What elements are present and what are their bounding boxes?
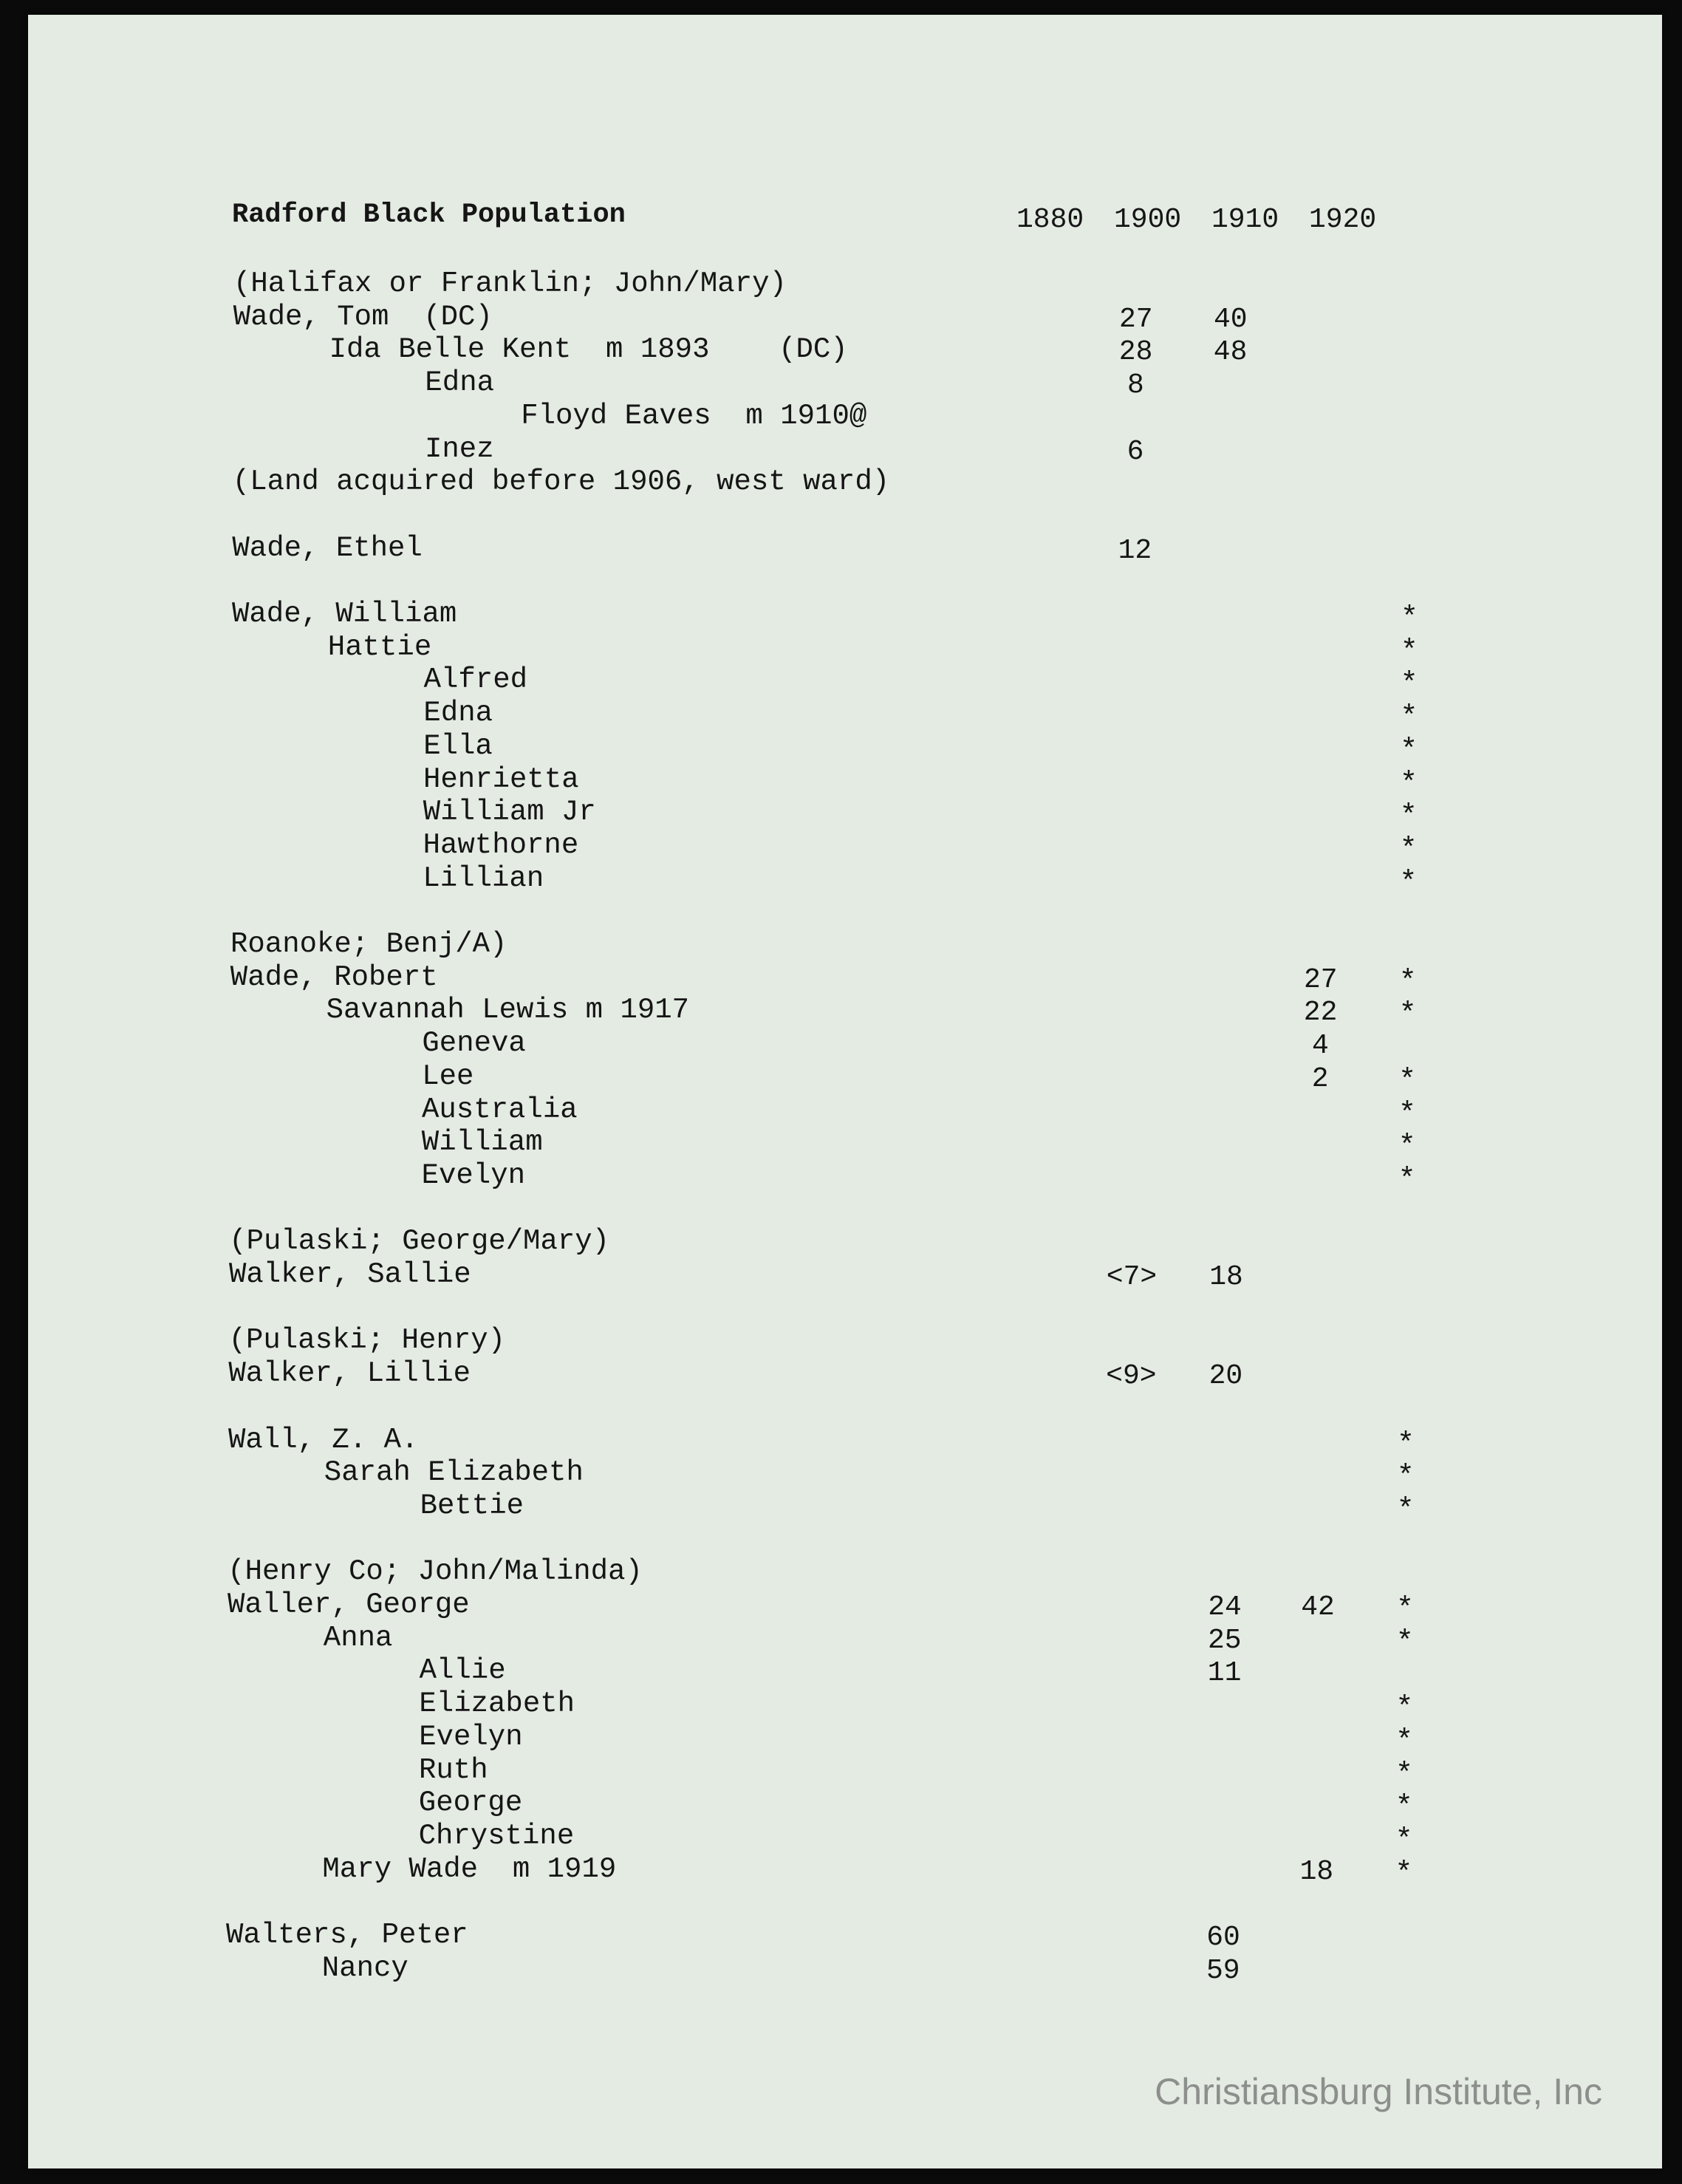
row-name: Floyd Eaves m 1910@ — [521, 399, 867, 432]
marker-1920: * — [1398, 1163, 1416, 1197]
marker-1920: * — [1395, 1857, 1413, 1891]
value-1910: 20 — [1208, 1360, 1243, 1393]
marker-1920: * — [1395, 1692, 1414, 1726]
marker-1920: * — [1399, 767, 1418, 801]
marker-1920: * — [1396, 1461, 1415, 1495]
marker-1920: * — [1399, 833, 1418, 867]
marker-1920: * — [1400, 668, 1418, 702]
value-1910: 40 — [1213, 303, 1248, 335]
table-row — [0, 994, 1682, 1032]
marker-1920: * — [1400, 602, 1418, 635]
table-row — [0, 366, 1682, 400]
table-row — [0, 564, 1682, 598]
marker-1920: * — [1398, 1064, 1417, 1098]
row-name: Sarah Elizabeth — [324, 1456, 584, 1489]
table-row — [0, 598, 1682, 635]
table-row — [0, 267, 1682, 301]
value-1910: 48 — [1213, 336, 1248, 369]
table-row — [0, 1093, 1682, 1131]
table-row — [0, 1919, 1682, 1953]
table-row — [0, 1787, 1682, 1825]
marker-1920: * — [1395, 1724, 1414, 1758]
table-row — [0, 465, 1682, 499]
marker-1920: * — [1395, 1791, 1413, 1825]
table-row — [0, 828, 1682, 867]
value-1920: 22 — [1303, 997, 1338, 1029]
table-row — [0, 960, 1682, 999]
table-row — [0, 1423, 1682, 1461]
table-row — [0, 1489, 1682, 1527]
row-name: Evelyn — [421, 1158, 526, 1192]
table-row — [0, 663, 1682, 702]
row-name: George — [418, 1787, 523, 1820]
row-name: Walters, Peter — [226, 1919, 468, 1951]
marker-1920: * — [1399, 866, 1418, 900]
table-row — [0, 1126, 1682, 1164]
row-name: Lee — [422, 1059, 474, 1093]
table-row — [0, 1059, 1682, 1098]
page-title: Radford Black Population — [232, 199, 626, 231]
year-header-1900: 1900 — [1114, 204, 1182, 236]
table-row — [0, 1588, 1682, 1626]
marker-1920: * — [1395, 1823, 1413, 1857]
row-name: (Land acquired before 1906, west ward) — [232, 465, 890, 499]
table-row — [0, 1158, 1682, 1197]
marker-1920: * — [1396, 1493, 1415, 1527]
row-name: Ella — [423, 729, 493, 762]
value-1900: 12 — [1118, 534, 1152, 567]
table-row — [0, 301, 1682, 335]
year-header-1910: 1910 — [1211, 204, 1279, 236]
table-row — [0, 630, 1682, 669]
value-1910: 60 — [1206, 1922, 1240, 1953]
row-name: Lillian — [423, 861, 544, 895]
row-name: Waller, George — [228, 1588, 470, 1621]
value-1910: 18 — [1209, 1261, 1243, 1293]
table-row — [0, 697, 1682, 735]
row-name: Mary Wade m 1919 — [322, 1852, 617, 1886]
table-row — [0, 1225, 1682, 1259]
value-1910: 59 — [1206, 1954, 1240, 1987]
marker-1920: * — [1400, 701, 1418, 735]
row-name: Alfred — [423, 663, 528, 697]
marker-1920: * — [1396, 1427, 1415, 1461]
table-row — [0, 1357, 1682, 1391]
table-row — [0, 400, 1682, 434]
year-header-1920: 1920 — [1309, 204, 1377, 236]
value-1920: 4 — [1311, 1030, 1329, 1062]
value-1900: <7> — [1106, 1261, 1158, 1293]
value-1900: 8 — [1127, 369, 1144, 402]
row-name: Chrystine — [418, 1819, 575, 1852]
table-row — [0, 928, 1682, 962]
value-1920: 27 — [1303, 963, 1338, 996]
marker-1920: * — [1398, 1130, 1416, 1164]
value-1900: <9> — [1106, 1360, 1157, 1393]
row-name: (Pulaski; Henry) — [228, 1324, 506, 1357]
row-name: Bettie — [420, 1489, 524, 1522]
table-row — [0, 1523, 1682, 1557]
row-name: Anna — [323, 1621, 393, 1654]
row-name: Evelyn — [419, 1720, 523, 1753]
marker-1920: * — [1395, 1625, 1414, 1659]
row-name: (Pulaski; George/Mary) — [229, 1225, 610, 1258]
table-row — [0, 1819, 1682, 1857]
row-name: William Jr — [423, 796, 596, 829]
row-name: Australia — [422, 1093, 578, 1126]
table-row — [0, 1324, 1682, 1358]
value-1920: 18 — [1299, 1855, 1334, 1888]
table-row — [0, 1688, 1682, 1726]
watermark: Christiansburg Institute, Inc — [1155, 2071, 1602, 2112]
table-row — [0, 729, 1682, 768]
table-row — [0, 333, 1682, 367]
row-name: Nancy — [321, 1951, 408, 1985]
table-row — [0, 1291, 1682, 1325]
table-row — [0, 895, 1682, 929]
table-row — [0, 1258, 1682, 1292]
marker-1920: * — [1398, 1097, 1416, 1131]
row-name: (Henry Co; John/Malinda) — [228, 1555, 643, 1588]
row-name: Wade, Ethel — [232, 531, 423, 564]
value-1900: 6 — [1127, 435, 1144, 468]
table-row — [0, 499, 1682, 533]
value-1920: 2 — [1311, 1062, 1329, 1095]
row-name: Roanoke; Benj/A) — [230, 928, 507, 960]
row-name: Ida Belle Kent m 1893 (DC) — [329, 333, 848, 366]
table-row — [0, 1555, 1682, 1589]
row-name: Hawthorne — [423, 828, 579, 861]
marker-1920: * — [1398, 965, 1417, 999]
table-row — [0, 1027, 1682, 1061]
row-name: Walker, Sallie — [229, 1258, 471, 1291]
marker-1920: * — [1400, 635, 1418, 669]
value-1900: 27 — [1118, 303, 1153, 335]
row-name: Wade, Tom (DC) — [233, 300, 493, 333]
table-row — [0, 796, 1682, 834]
table-row — [0, 1952, 1682, 1986]
table-row — [0, 1456, 1682, 1495]
marker-1920: * — [1398, 998, 1417, 1032]
row-name: Wall, Z. A. — [228, 1423, 419, 1456]
row-name: Geneva — [422, 1027, 526, 1060]
row-name: Edna — [423, 697, 493, 730]
table-row — [0, 1390, 1682, 1424]
table-row — [0, 1852, 1682, 1891]
table-row — [0, 1753, 1682, 1792]
table-row — [0, 1192, 1682, 1226]
row-name: (Halifax or Franklin; John/Mary) — [233, 267, 787, 300]
table-row — [0, 1720, 1682, 1758]
table-row — [0, 762, 1682, 801]
row-name: Walker, Lillie — [228, 1357, 471, 1390]
value-1900: 28 — [1118, 336, 1153, 369]
table-row — [0, 433, 1682, 467]
table-row — [0, 532, 1682, 566]
row-name: Elizabeth — [419, 1688, 575, 1721]
row-name: Hattie — [327, 630, 432, 663]
table-row — [0, 1654, 1682, 1688]
table-row — [0, 1621, 1682, 1659]
row-name: Allie — [419, 1654, 506, 1688]
year-header-1880: 1880 — [1016, 204, 1084, 236]
row-name: Wade, Robert — [230, 960, 438, 994]
marker-1920: * — [1395, 1758, 1413, 1792]
table-row — [0, 1886, 1682, 1919]
marker-1920: * — [1399, 800, 1418, 834]
row-name: Henrietta — [423, 762, 579, 796]
marker-1920: * — [1395, 1593, 1414, 1626]
value-1920: 42 — [1301, 1591, 1335, 1623]
row-name: William — [421, 1126, 543, 1159]
marker-1920: * — [1400, 734, 1418, 768]
row-name: Ruth — [419, 1753, 488, 1787]
row-name: Savannah Lewis m 1917 — [326, 994, 690, 1027]
table-row — [0, 861, 1682, 900]
row-name: Edna — [425, 366, 495, 400]
value-1910: 24 — [1208, 1591, 1242, 1623]
value-1910: 11 — [1207, 1657, 1242, 1690]
row-name: Inez — [425, 432, 494, 465]
row-name: Wade, William — [232, 598, 457, 630]
value-1910: 25 — [1207, 1624, 1242, 1656]
